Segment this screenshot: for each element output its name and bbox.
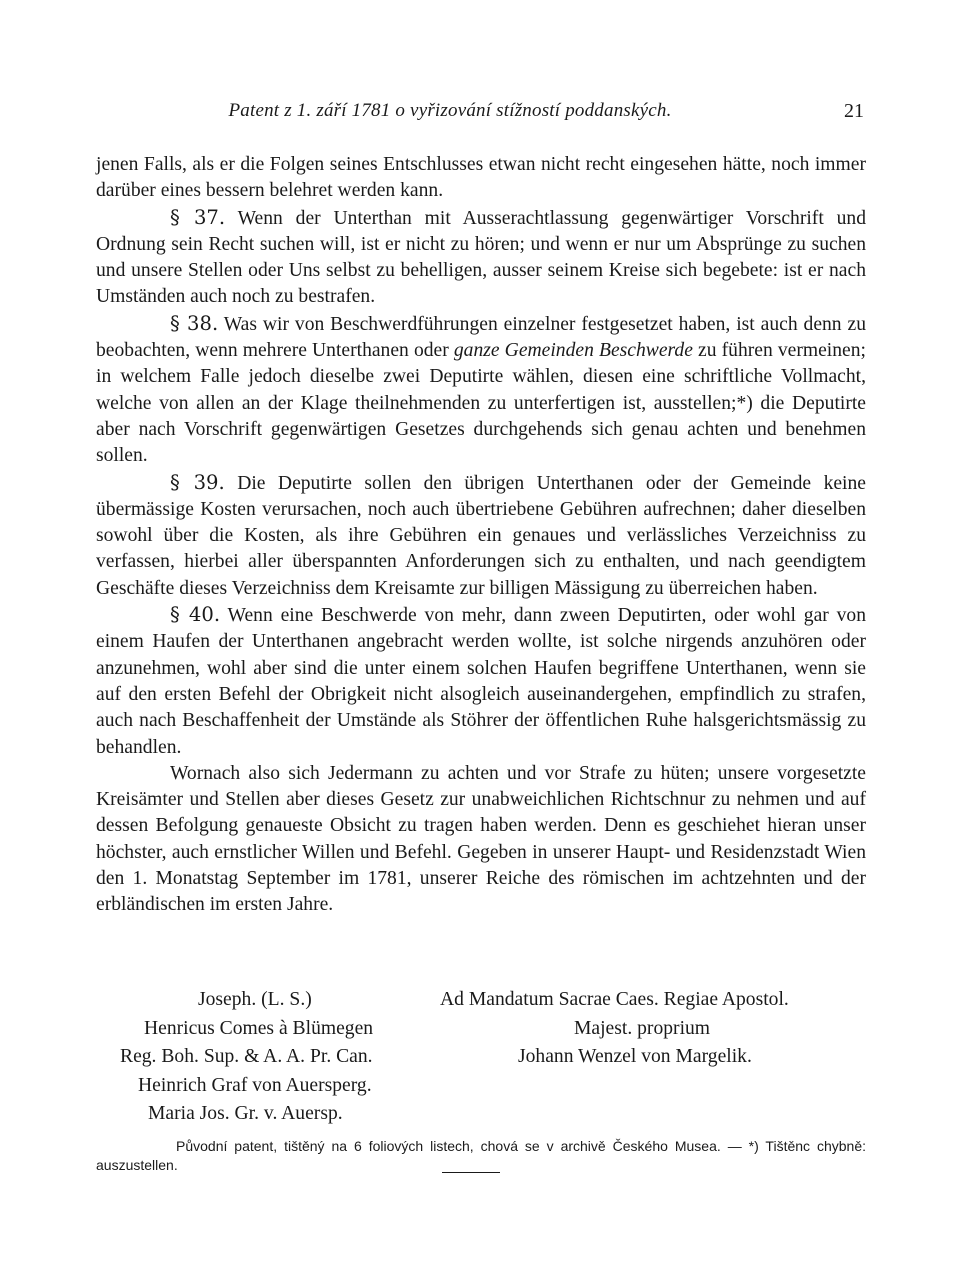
section-number: § 39.: [170, 470, 225, 494]
section-number: § 38.: [170, 311, 219, 335]
signature-line: Henricus Comes à Blümegen: [144, 1017, 374, 1039]
section-text: Wenn der Unterthan mit Ausserachtlassung gegenwärtiger Vorschrift und Ordnung sein Recht suchen will, ist er nicht zu hören; und wenn er nur um Absprünge zu suchen und unsere Stellen oder Uns selbst zu behelligen, ausser seinem Kreise sich begebete: ist er nach Umständen auch noch zu bestrafen.: [96, 207, 866, 308]
closing-paragraph: Wornach also sich Jedermann zu achten und vor Strafe zu hüten; unsere vorgesetzte Kreisämter und Stellen aber dieses Gesetz zur unabweichlichen Richtschnur zu nehmen und auf dessen Befolgung genaueste Obsicht zu tragen haben werden. Denn es geschiehet hieran unser höchster, auch ernstlicher Willen und Befehl. Gegeben in unserer Haupt- und Residenzstadt Wien den 1. Monatstag September im 1781, unserer Reiche des römischen im achtzehnten und der erbländischen im ersten Jahre.: [96, 762, 866, 916]
paragraph-continuation: jenen Falls, als er die Folgen seines Entschlusses etwan nicht recht eingesehen hätte, noch immer darüber eines bessern belehret werden kann.: [96, 154, 866, 202]
signature-line: Ad Mandatum Sacrae Caes. Regiae Apostol.: [440, 989, 789, 1010]
body-text: [96, 152, 866, 919]
signature-line: Maria Jos. Gr. v. Auersp.: [148, 1103, 343, 1124]
footnote: Původní patent, tištěný na 6 foliových listech, chová se v archivě Českého Musea. — *) Tištěnc chybně: auszustellen.: [96, 1138, 866, 1173]
section-38: [96, 311, 866, 470]
signature-line: Johann Wenzel von Margelik.: [518, 1046, 752, 1067]
section-number: § 40.: [170, 603, 221, 627]
running-header: [96, 100, 864, 128]
section-text: Die Deputirte sollen den übrigen Unterthanen oder der Gemeinde keine übermässige Kosten verursachen, noch auch übertriebene Gebühren aufrechnen; daher dieselben sowohl über die Kosten, als ihre Gebühren ein genaues und verlässliches Verzeichniss zu verfassen, hierbei aller überspannten Anforderungen sich zu enthalten, und nach geendigtem Geschäfte dieses Verzeichniss dem Kreisamte zur billigen Mässigung zu überreichen haben.: [96, 472, 866, 599]
signature-line: Heinrich Graf von Auersperg.: [138, 1074, 372, 1096]
section-text-italic: ganze Gemeinden Beschwerde: [453, 340, 693, 362]
section-40: [96, 602, 866, 761]
section-number: § 37.: [170, 205, 226, 229]
section-37: [96, 205, 866, 311]
section-39: [96, 470, 866, 602]
section-text: zu führen vermeinen; in welchem Falle jedoch dieselbe zwei Deputirte wählen, diesen eine schriftliche Vollmacht, welche von allen an der Klage theilnehmenden zu unterfertigen ist, ausstellen;*) die Deputirte aber nach Vorschrift gegenwärtigen Gesetzes durchgehends sich genau achten und benehmen sollen.: [96, 340, 866, 467]
page-number: 21: [844, 100, 864, 122]
footnote-rule: [442, 1172, 500, 1173]
signature-line: Majest. proprium: [574, 1017, 711, 1039]
section-text: Wenn eine Beschwerde von mehr, dann zween Deputirten, oder wohl gar von einem Haufen der Unterthanen angebracht werden wollte, ist solche nirgends anzuhören oder anzunehmen, wohl aber sind die unter einem solchen Haufen begriffene Unterthanen, wenn sie auf den ersten Befehl der Obrigkeit nicht alsogleich auseinandergehen, empfindlich zu strafen, auch nach Beschaffenheit der Umstände als Stöhrer der öffentlichen Ruhe halsgerichtsmässig zu behandlen.: [96, 605, 866, 758]
signatures-right: [436, 986, 866, 1072]
signature-line: Reg. Boh. Sup. & A. A. Pr. Can.: [120, 1046, 373, 1067]
signatures-left: [96, 986, 436, 1129]
signature-line: Joseph. (L. S.): [198, 989, 312, 1010]
section-text: Was wir von Beschwerdführungen einzelner festgesetzet haben, ist auch denn zu beobachten, wenn mehrere Unterthanen oder: [96, 313, 866, 362]
running-title: Patent z 1. září 1781 o vyřizování stížností poddanských.: [228, 100, 672, 121]
